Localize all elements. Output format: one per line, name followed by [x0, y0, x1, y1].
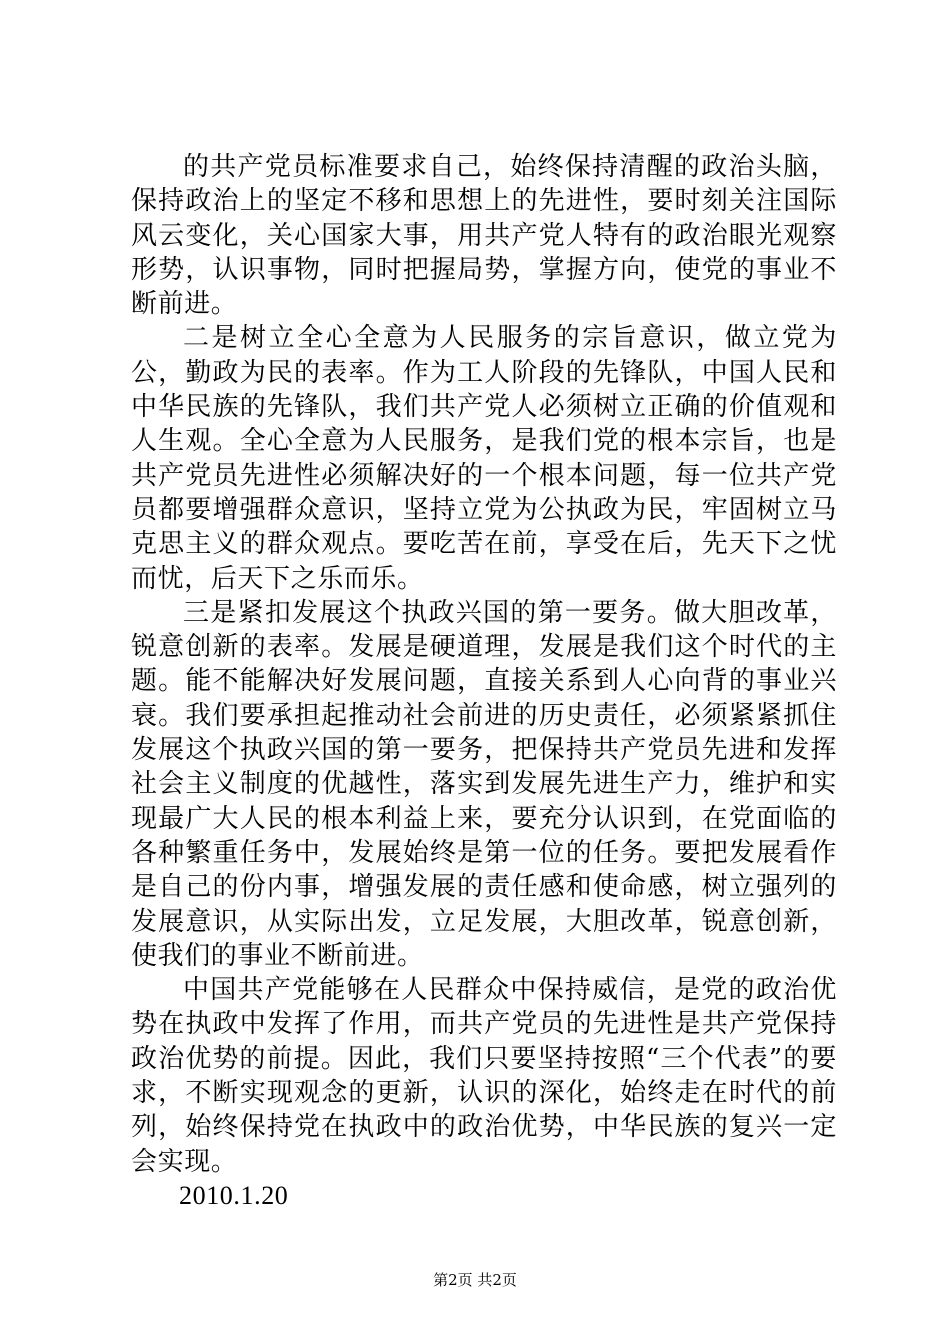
paragraph-conclusion: 中国共产党能够在人民群众中保持威信，是党的政治优势在执政中发挥了作用，而共产党员的先进性是共产党保持政治优势的前提。因此，我们只要坚持按照“三个代表”的要求，不断实现观念的更新，认识的深化，始终走在时代的前列，始终保持党在执政中的政治优势，中华民族的复兴一定会实现。 [131, 975, 837, 1177]
paragraph-point-three: 三是紧扣发展这个执政兴国的第一要务。做大胆改革，锐意创新的表率。发展是硬道理，发展是我们这个时代的主题。能不能解决好发展问题，直接关系到人心向背的事业兴衰。我们要承担起推动社会前进的历史责任，必须紧紧抓住发展这个执政兴国的第一要务，把保持共产党员先进和发挥社会主义制度的优越性，落实到发展先进生产力，维护和实现最广大人民的根本利益上来，要充分认识到，在党面临的各种繁重任务中，发展始终是第一位的任务。要把发展看作是自己的份内事，增强发展的责任感和使命感，树立强列的发展意识，从实际出发，立足发展，大胆改革，锐意创新，使我们的事业不断前进。 [131, 597, 837, 971]
document-body [131, 150, 837, 1213]
page-number-footer: 第2页 共2页 [433, 1271, 517, 1289]
paragraph-continuation: 的共产党员标准要求自己，始终保持清醒的政治头脑，保持政治上的坚定不移和思想上的先进性，要时刻关注国际风云变化，关心国家大事，用共产党人特有的政治眼光观察形势，认识事物，同时把握局势，掌握方向，使党的事业不断前进。 [131, 152, 837, 320]
paragraph-point-two: 二是树立全心全意为人民服务的宗旨意识，做立党为公，勤政为民的表率。作为工人阶段的先锋队，中国人民和中华民族的先锋队，我们共产党人必须树立正确的价值观和人生观。全心全意为人民服务，是我们党的根本宗旨，也是共产党员先进性必须解决好的一个根本问题，每一位共产党员都要增强群众意识，坚持立党为公执政为民，牢固树立马克思主义的群众观点。要吃苦在前，享受在后，先天下之忧而忧，后天下之乐而乐。 [131, 323, 837, 594]
document-date: 2010.1.20 [179, 1180, 289, 1210]
